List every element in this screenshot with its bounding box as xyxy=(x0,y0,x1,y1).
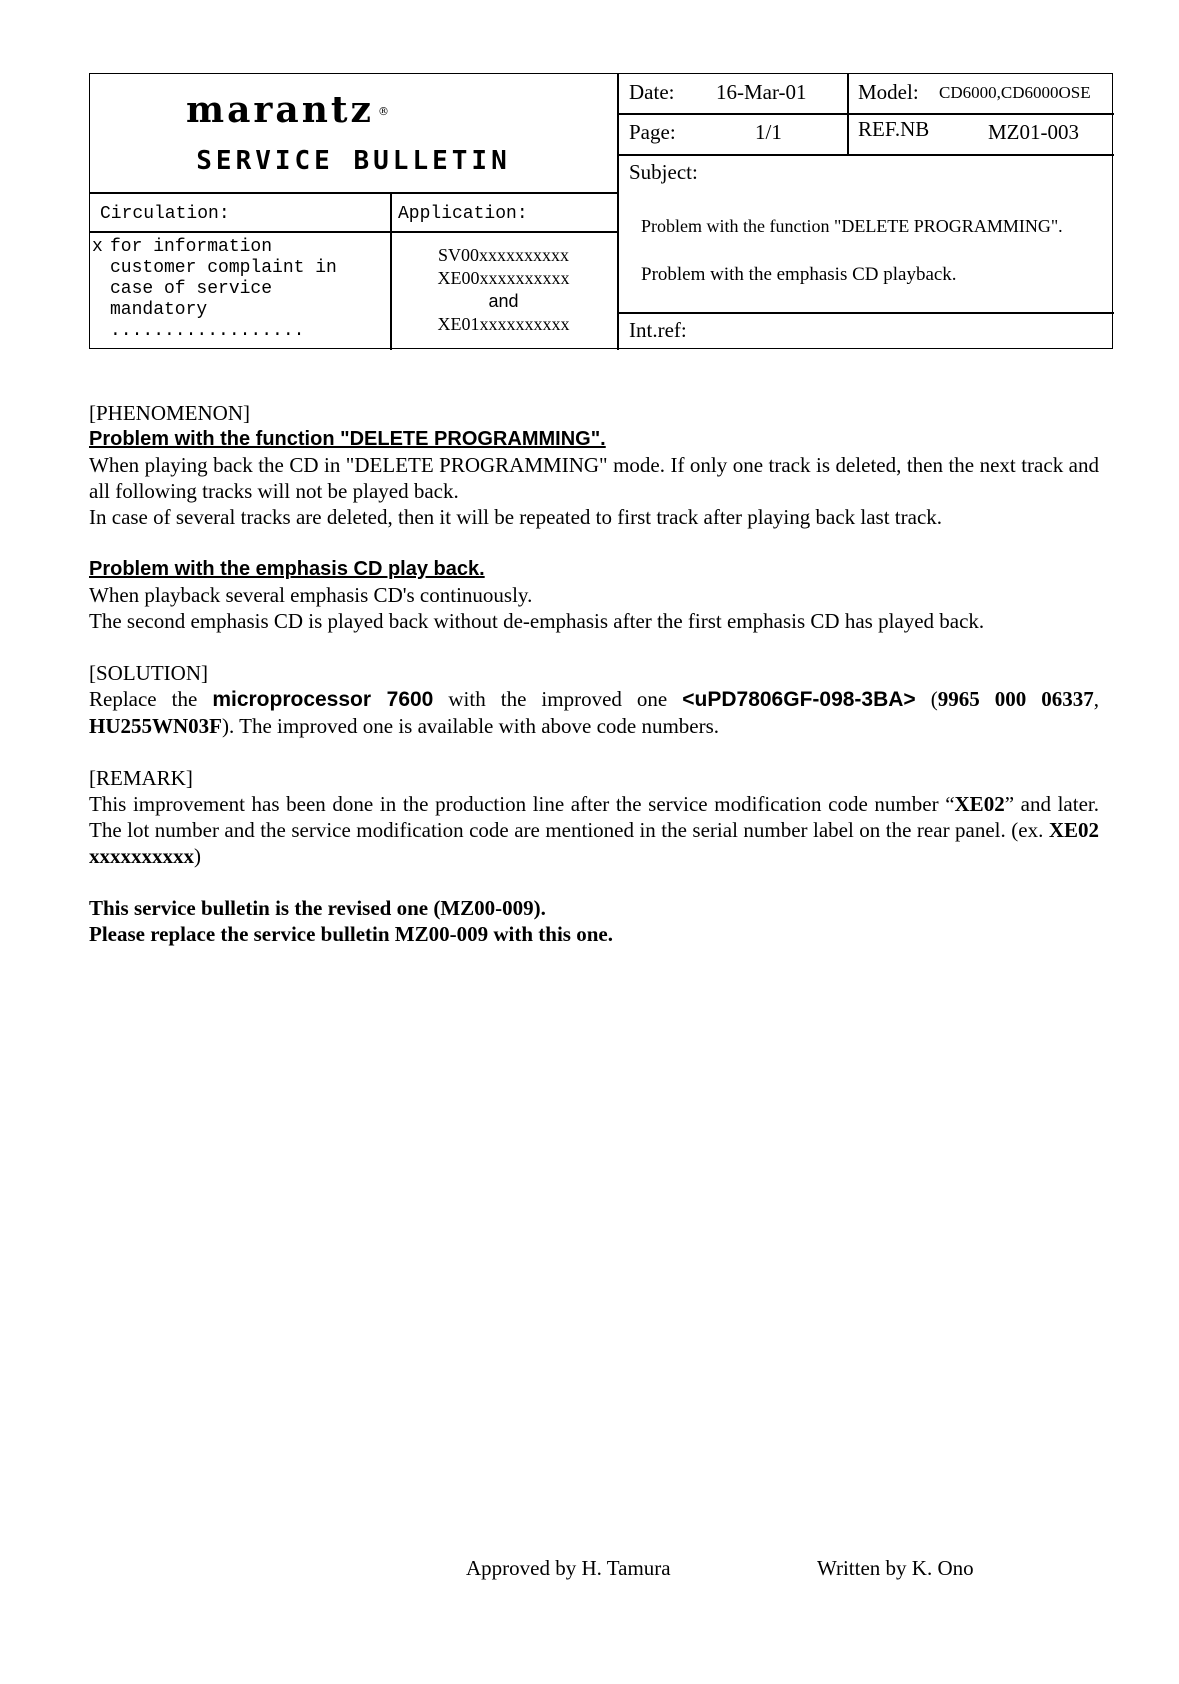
problem1-heading: Problem with the function "DELETE PROGRAMMING". xyxy=(89,428,606,450)
problem2-heading: Problem with the emphasis CD play back. xyxy=(89,558,485,580)
written-by: Written by K. Ono xyxy=(817,1556,974,1580)
remark-text xyxy=(89,791,1099,869)
subject-line: Problem with the emphasis CD playback. xyxy=(641,264,957,285)
bulletin-title: SERVICE BULLETIN xyxy=(196,146,511,176)
application-item: SV00xxxxxxxxxx xyxy=(437,245,569,265)
date-value: 16-Mar-01 xyxy=(716,80,807,104)
page-value: 1/1 xyxy=(755,120,782,144)
part-name: microprocessor 7600 xyxy=(212,688,434,711)
text-run: Replace the xyxy=(89,687,213,711)
problem1-text: In case of several tracks are deleted, then it will be repeated to first track after playing back last track. xyxy=(89,505,943,529)
text-run: ). The improved one is available with above code numbers. xyxy=(222,714,720,738)
modification-code: XE02 xyxy=(954,792,1005,816)
refnb-value: MZ01-003 xyxy=(988,120,1079,144)
problem2-text: The second emphasis CD is played back without de-emphasis after the first emphasis CD has played back. xyxy=(89,609,985,633)
bulletin-body xyxy=(89,400,1099,947)
text-run: This improvement has been done in the production line after the service modification code number “ xyxy=(89,792,955,816)
remark-heading: [REMARK] xyxy=(89,766,193,790)
subject-label: Subject: xyxy=(629,160,698,184)
problem1-text: When playing back the CD in "DELETE PROGRAMMING" mode. If only one track is deleted, then the next track and all following tracks will not be played back. xyxy=(89,453,1099,503)
application-list xyxy=(390,244,617,336)
check-mark xyxy=(90,279,110,300)
date-label: Date: xyxy=(629,80,675,104)
application-label: Application: xyxy=(398,204,528,224)
serial-example: XE02 xxxxxxxxxx xyxy=(89,818,1099,868)
solution-text xyxy=(89,686,1099,739)
revision-note: This service bulletin is the revised one (MZ00-009). xyxy=(89,896,546,920)
text-run: , xyxy=(1093,687,1099,711)
brand-logo xyxy=(186,89,392,131)
text-run: ( xyxy=(915,687,938,711)
divider xyxy=(617,74,619,350)
circulation-item-text: .................. xyxy=(110,321,305,341)
circulation-item xyxy=(90,237,337,258)
approved-by: Approved by H. Tamura xyxy=(466,1556,671,1580)
text-run: ” and later. The lot number and the service modification code are mentioned in the serial number label on the rear panel. (ex. xyxy=(89,792,1099,842)
part-number: <uPD7806GF-098-3BA> xyxy=(682,688,916,711)
circulation-item-text: customer complaint in xyxy=(110,258,337,278)
solution-heading: [SOLUTION] xyxy=(89,661,208,685)
circulation-item xyxy=(90,300,337,321)
text-run: with the improved one xyxy=(433,687,683,711)
model-label: Model: xyxy=(858,80,919,104)
divider xyxy=(617,312,1114,314)
check-mark xyxy=(90,258,110,279)
model-value: CD6000,CD6000OSE xyxy=(939,83,1091,102)
subject-line: Problem with the function "DELETE PROGRAMMING". xyxy=(641,216,1063,236)
page-label: Page: xyxy=(629,120,676,144)
registered-mark: ® xyxy=(377,105,392,118)
divider xyxy=(90,192,617,194)
code-number: 9965 000 06337 xyxy=(937,687,1094,711)
code-number: HU255WN03F xyxy=(89,714,222,738)
brand-wordmark: marantz xyxy=(186,89,374,131)
text-run: ) xyxy=(194,844,201,868)
check-mark xyxy=(90,300,110,321)
application-item: XE01xxxxxxxxxx xyxy=(437,314,570,334)
check-mark: x xyxy=(92,237,103,257)
circulation-item-text: case of service xyxy=(110,279,273,299)
circulation-item xyxy=(90,321,337,342)
divider xyxy=(847,74,849,154)
circulation-label: Circulation: xyxy=(100,204,230,224)
problem2-text: When playback several emphasis CD's continuously. xyxy=(89,583,533,607)
divider xyxy=(90,231,617,233)
circulation-item-text: for information xyxy=(110,237,273,257)
intref-label: Int.ref: xyxy=(629,318,687,342)
circulation-list xyxy=(90,237,337,342)
circulation-item xyxy=(90,258,337,279)
check-mark xyxy=(90,321,110,342)
divider xyxy=(617,113,1114,115)
revision-note: Please replace the service bulletin MZ00-009 with this one. xyxy=(89,922,613,946)
circulation-item xyxy=(90,279,337,300)
phenomenon-heading: [PHENOMENON] xyxy=(89,401,250,425)
circulation-item-text: mandatory xyxy=(110,300,208,320)
divider xyxy=(617,154,1114,156)
application-item: and xyxy=(488,291,519,311)
refnb-label: REF.NB xyxy=(858,117,930,141)
application-item: XE00xxxxxxxxxx xyxy=(437,268,570,288)
bulletin-header xyxy=(89,73,1113,349)
